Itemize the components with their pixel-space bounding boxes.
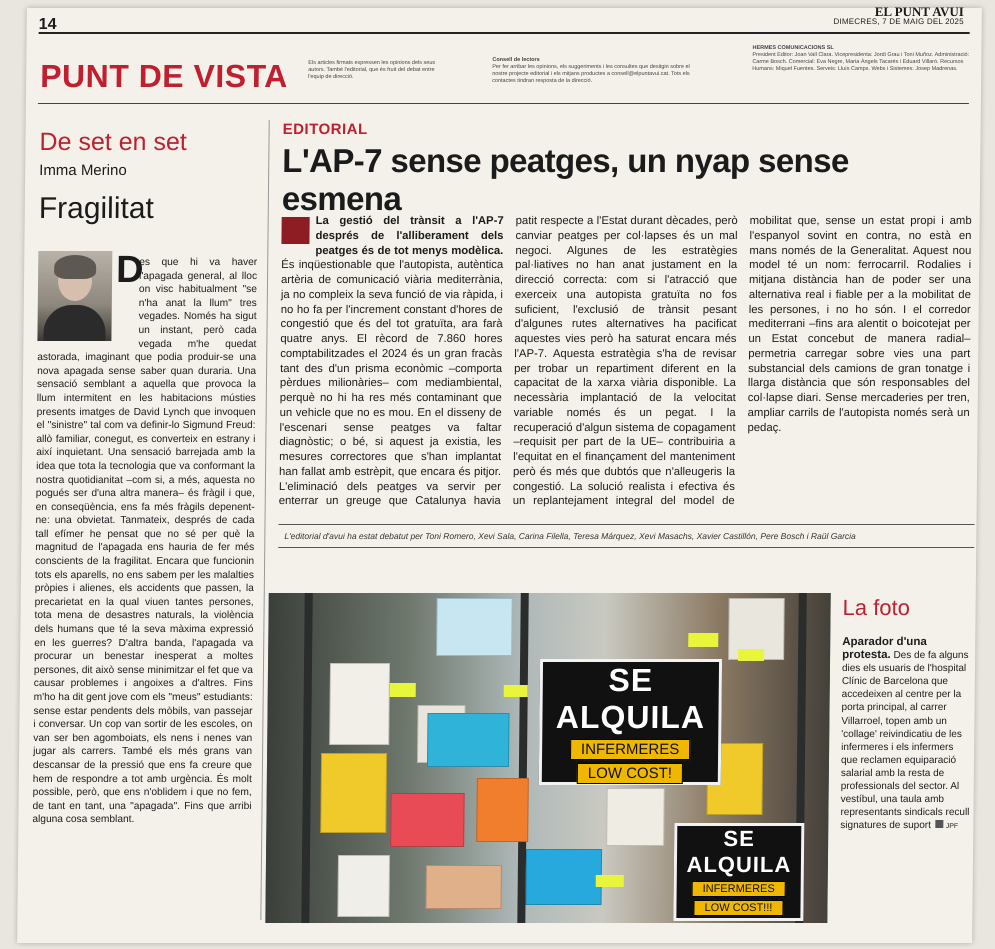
se-alquila-sign-large (539, 659, 722, 785)
editorial-marker (281, 217, 309, 244)
publisher-text: President Editor: Joan Vall Clara. Vicepresidenta: Jordi Grau i Toni Muñoz. Administració: Carme Bosch. Comercial: Eva Negre, Maria Àngels Tacarés i Eduard Villaró. Recursos Humans: Miquel Fuentes. Serveis: Lluís Camps. Webs i Sistemes: Josep Madrenas. (752, 52, 970, 72)
editorial-lead: La gestió del trànsit a l'AP-7 després de l'alliberament dels peatges és de tot menys modèlica. (315, 215, 504, 257)
photo-credit: JPF (945, 823, 959, 831)
editorial-note: Els articles firmats expressen les opinions dels seus autors. També l'editorial, que és fruit del debat entre l'equip de direcció. (308, 60, 436, 80)
se-alquila-sign-small (673, 823, 804, 921)
publisher-title: HERMES COMUNICACIONS SL (752, 45, 834, 51)
top-rule (39, 32, 970, 34)
sign-large-line2: LOW COST! (577, 763, 683, 784)
editorial-body (279, 214, 972, 516)
sign-small-line2: LOW COST!!! (693, 900, 783, 916)
editorial-text: És inqüestionable que l'autopista, autèntica artèria de comunicació viària mediterrània, ja no compleix la seva funció de via ràpida, i no ho fa per l'increment constant d'hores de congestió que és del tot gratuïta, ara farà quatre anys. El rècord de 7.860 hores comptabilitzades el 2024 és un gran fracàs tant des d'un prisma econòmic –comporta pèrdues milionàries– com mediambiental, perquè no hi ha res més contaminant que un vehicle que no es mou. En el disseny de l'escenari sense peatges va faltar diagnòstic; o bé, si aquest ja existia, les mesures correctores que s'han implantat han fallat amb estrèpit, que encara és pitjor. L'eliminació dels peatges va servir per enterrar un greuge que Catalunya havia patit respecte a l'Estat durant dècades, però canviar peatges per col·lapses és un mal negoci. Algunes de les estratègies pal·liatives no han anat justament en la direcció correcta: com si l'atracció que exerceix una autopista gratuïta no fos suficient, l'exclusió de trànsit pesant d'algunes rutes alternatives ha pacificat aquestes vies però ha saturat encara més l'AP-7. Aquesta estratègia s'ha de revisar per trobar un repartiment diferent en la capacitat de la xarxa viària disponible. La necessària implantació de la velocitat variable només és un pegat. I la recuperació d'algun sistema de copagament –requisit per part de la UE– contribuiria a l'equitat en el finançament del manteniment però és més que dubtós que n'alleugeris la congestió. La solució realista i efectiva és un replantejament integral del model de mobilitat que, sense un estat propi i amb l'espanyol sovint en contra, no està en mans només de la Generalitat. Aquest nou model té un nom: ferrocarril. Rodalies i mitjana distància han de poder ser una alternativa real i fiable per a la mobilitat de les persones, i no ho són. I el corredor mediterrani –fins ara alentit o boicotejat per un Estat concebut de manera radial– permetria carregar sobre vies una part substancial dels camions de gran tonatge i llarga distància que són responsables del col·lapse diari. Sense mercaderies per tren, ampliar carrils de l'autopista només serà un pedaç. (278, 215, 972, 508)
sign-large-line1: INFERMERES (570, 739, 691, 760)
readers-council-text: Per fer arribar les opinions, els suggeriments i les consultes que desitgin sobre el nostre projecte editorial i els mitjans productes a consell@elpuntavui.cat. Tots els contactes tindran resposta de la direcció. (492, 64, 690, 84)
drop-cap: D (115, 249, 144, 291)
column-author: Imma Merino (39, 162, 127, 179)
editorial-credits: L'editorial d'avui ha estat debatut per Toni Romero, Xevi Sala, Carina Filella, Teresa Márquez, Xevi Masachs, Xavier Castillón, Pere Bosch i Raül Garcia (278, 524, 974, 548)
column-title: Fragilitat (38, 192, 155, 225)
end-mark (936, 820, 944, 828)
sign-small-title: SE ALQUILA (686, 826, 792, 877)
section-rule (38, 103, 969, 104)
publication-date: DIMECRES, 7 DE MAIG DEL 2025 (833, 17, 964, 26)
sign-large-title: SE ALQUILA (555, 662, 706, 735)
protest-photo (265, 593, 830, 923)
page-number: 14 (38, 16, 57, 33)
publication-name: EL PUNT AVUI (874, 4, 964, 19)
photo-section-title: La foto (842, 595, 911, 620)
photo-caption-title: Aparador d'una protesta. (842, 636, 927, 662)
publisher-box (752, 45, 970, 73)
column-name: De set en set (39, 128, 187, 156)
photo-caption-text: Des de fa alguns dies els usuaris de l'hospital Clínic de Barcelona que accedeixen al centre per la porta principal, al carrer Villarroel, topen amb un 'collage' reivindicatiu de les infermeres i els infermers que reclamen equiparació salarial amb la resta de professionals del sector. Al vestíbul, una taula amb representants sindicals recull signatures de suport (840, 650, 970, 832)
newspaper-page (17, 4, 982, 943)
readers-council-title: Consell de lectors (492, 57, 540, 63)
sign-small-line1: INFERMERES (692, 881, 786, 897)
photo-caption (840, 636, 972, 833)
readers-council (492, 57, 702, 85)
editorial-headline: L'AP-7 sense peatges, un nyap sense esmena (281, 142, 849, 217)
column-text: es que hi va haver l'apagada general, al lloc on visc habitualment "se n'ha anat la llum" tres vegades. Només ha sigut un instant, però cada vegada m'he quedat astorada, imaginant que podia produir-se una nova apagada sense saber quan duraria. Una sensació semblant a aquella que provoca la llum intermitent en les habitacions músties presents imatges de David Lynch que invoquen el "sinistre" tal com va definir-lo Sigmund Freud: allò familiar, conegut, es converteix en estrany i així inquietant. Una sensació barrejada amb la idea que tota la tecnologia que va conformant la nostra quotidianitat –com si, a més, aquesta no pogués ser d'una altra manera– és fràgil i que, en conseqüència, ens fa més fràgils depenent-ne: una obvietat. Tanmateix, després de cada tall efímer he pensat que no sé per què la magnitud de l'apagada ens hauria de fer més conscients de la fragilitat. Encara que funcionin tots els aparells, no ens sabem per les malalties pròpies i alienes, els accidents que passen, la precarietat en la qual viuen tantes persones, tota mena de desastres naturals, la violència dels humans que té la seva màxima expressió en les guerres? D'altra banda, l'apagada va procurar un benestar inesperat a moltes persones, dit això sense minimitzar el fet que va causar problemes i angoixes a d'altres. Fins m'ho ha dit gent jove com els "meus" estudiants: sense estar pendents dels mòbils, van passejar i conversar. Un cop van sortir de les escoles, on van ser ben agomboiats, els nens i nenes van jugar als carrers. També els més grans van descansar de la pressió que ens fa creure que hem de respondre a tot amb urgència. És molt possible, però, que ens n'oblidem i que no fem, de tant en tant, una "apagada". Fins que arribi alguna cosa semblant. (32, 257, 258, 826)
editorial-kicker: EDITORIAL (282, 121, 368, 138)
section-title: PUNT DE VISTA (39, 58, 289, 94)
